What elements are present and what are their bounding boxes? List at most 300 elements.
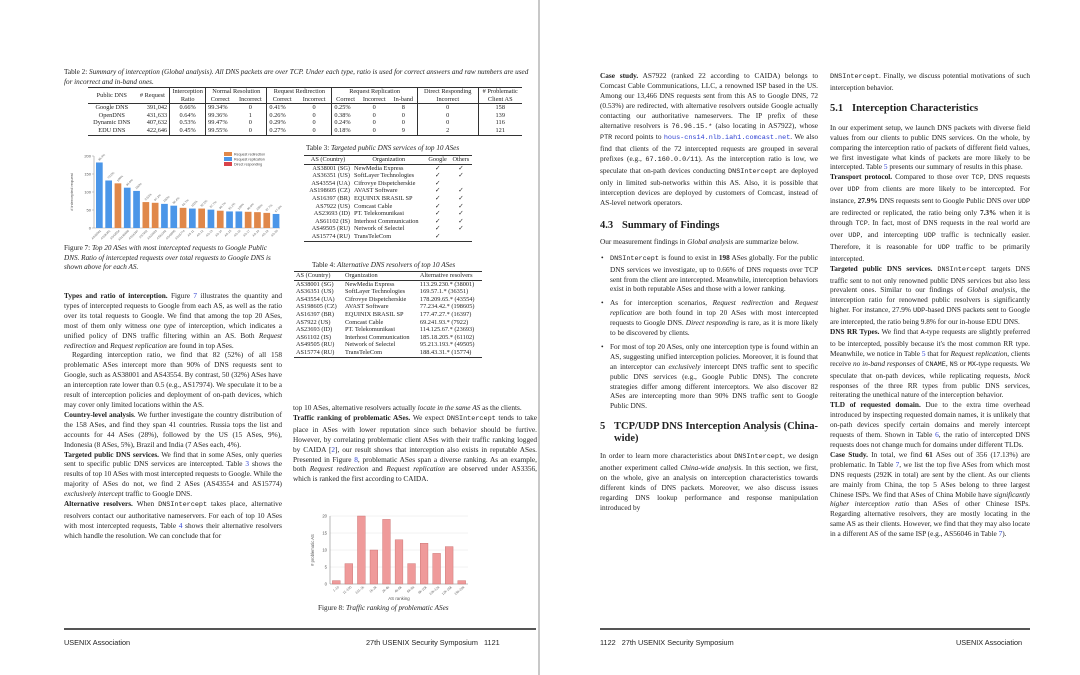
figure7-bar-chart [64, 146, 300, 246]
svg-text:AS15774: AS15774 [174, 228, 186, 241]
svg-text:96.8%: 96.8% [246, 202, 255, 212]
checkmark-icon: ✓ [458, 194, 464, 202]
table-row [294, 311, 482, 319]
table-cell: 0.53% [170, 119, 206, 127]
table-row [294, 280, 482, 288]
checkmark-icon: ✓ [434, 179, 441, 187]
svg-text:AS38001: AS38001 [90, 228, 103, 241]
table-cell: 99.34% [208, 104, 228, 112]
svg-text:AS-12: AS-12 [195, 228, 205, 238]
svg-text:96.4%: 96.4% [171, 196, 181, 205]
checkmark-icon: ✓ [434, 172, 441, 180]
bar [433, 553, 441, 584]
table-cell: 422,646 [136, 127, 170, 135]
bar-redirection [245, 212, 252, 228]
svg-text:AS23693: AS23693 [146, 228, 158, 241]
svg-text:Request redirection: Request redirection [234, 152, 266, 157]
para-types-of-interception: Types and ratio of interception. Figure 7 illustrates the quantity and types of intercepted requests to Google from each AS, as well as the ratio over its total requests to Google. We find that among the top 20 ASes, most of them only witness one type of interception, which indicates a unified policy of DNS traffic filtering within an AS. Both Request redirection and Request replication are found in top ASes. [64, 291, 283, 350]
table-cell: SoftLayer Technologies [354, 172, 415, 180]
table-row [294, 296, 482, 304]
right-column-1 [600, 71, 818, 513]
svg-text:AS-17: AS-17 [242, 228, 251, 238]
table-cell: AS23693 (ID) [313, 210, 350, 218]
svg-text:AS-14: AS-14 [214, 228, 223, 238]
svg-text:96.4%: 96.4% [97, 152, 107, 162]
finding-item-1: • DNSIntercept is found to exist in 198 ASes globally. For the public DNS services we investigate, up to 0.66% of DNS requests over TCP sent from the client are intercepted. Meanwhile, interception behaviors exist in both reputable ASes and those with a lower ranking. [600, 253, 818, 295]
table-cell: AS61102 (IS) [315, 217, 350, 225]
table-row [304, 187, 472, 195]
table-cell: AS198605 (CZ) [296, 303, 337, 311]
svg-text:AS-19: AS-19 [260, 228, 270, 238]
checkmark-icon: ✓ [458, 172, 464, 180]
table-cell: Cifrovye Dispetcherskie [354, 179, 416, 187]
table-cell: Interhost Communication [354, 217, 419, 225]
svg-text:12k-15k: 12k-15k [441, 585, 453, 597]
bar [370, 550, 378, 584]
svg-text:AS-18: AS-18 [251, 228, 261, 238]
table-cell: Comcast Cable [354, 202, 393, 210]
svg-text:10k-12k: 10k-12k [428, 585, 441, 597]
x-axis-label: AS ranking [388, 596, 410, 601]
table-cell: 69.241.93.* (7922) [419, 318, 469, 326]
svg-text:94.0%: 94.0% [125, 178, 134, 187]
table-cell: AS16397 (BR) [312, 194, 350, 202]
table-cell: 0.66% [170, 104, 206, 112]
svg-text:100%: 100% [115, 174, 125, 183]
table-row [294, 334, 482, 342]
section-4-3-heading: 4.3 Summary of Findings [600, 219, 720, 231]
table-cell: 99.47% [208, 119, 228, 127]
svg-text:50: 50 [86, 207, 91, 213]
bar [332, 581, 340, 584]
svg-text:AS-20: AS-20 [270, 228, 279, 238]
svg-text:AS198605: AS198605 [117, 228, 130, 242]
table-cell: 0 [297, 127, 332, 135]
table-cell: 0 [417, 112, 478, 120]
table-row [304, 210, 472, 218]
svg-text:70.0%: 70.0% [106, 170, 116, 180]
svg-text:200: 200 [84, 153, 91, 159]
table-row [304, 180, 472, 188]
svg-text:0: 0 [88, 225, 91, 231]
svg-text:8k-10k: 8k-10k [417, 585, 428, 595]
table-cell: AS15774 (RU) [311, 232, 350, 240]
table-cell: 0 [234, 104, 267, 112]
svg-text:AS-13: AS-13 [204, 228, 214, 238]
svg-text:11-100: 11-100 [341, 585, 353, 595]
svg-text:Request replication: Request replication [234, 157, 265, 162]
footer-rule-right [600, 628, 1030, 630]
table-cell: Network of Selectel [344, 341, 396, 349]
bar [458, 581, 466, 584]
para-transport-protocol: Transport protocol. Compared to those over TCP, DNS requests over UDP from clients are more likely to be intercepted. For instance, 27.9% DNS requests sent to Google Public DNS over UDP are redirected or replicated, the ratio being only 7.3% when it is through TCP. In fact, most of DNS requests in the real world are over UDP, and intercepting UDP traffic is technically easier. Therefore, it is reasonable for UDP traffic to be primarily intercepted. [830, 172, 1031, 263]
bar-replication [226, 211, 233, 228]
table-cell: 99.55% [208, 126, 228, 134]
bar [445, 547, 453, 584]
findings-list [600, 253, 818, 412]
table2-caption: Table 2: Summary of interception (Global analysis). All DNS packets are over TCP. Under each type, ratio is used for correct answers and raw numbers are used for incorrect and in-band ones. [64, 68, 529, 86]
bar-replication [236, 211, 243, 228]
section-5-heading: 5 TCP/UDP DNS Interception Analysis (China-wide) [600, 421, 818, 445]
table-cell: 77.234.42.* (198605) [419, 303, 475, 311]
table-row [304, 233, 472, 241]
para-country-level: Country-level analysis. We further investigate the country distribution of the 158 ASes, and find they span 41 countries. Russia tops the list and accounts for 44 ASes (28%), followed by the US (15 ASes, 9%), Indonesia (8 ASes, 5%), Brazil and India (7 ASes each, 4%). [64, 409, 282, 449]
table-cell: 0 [234, 119, 267, 127]
table-row [294, 319, 482, 327]
para-alternative-resolvers: Alternative resolvers. When DNSIntercept takes place, alternative resolvers contact our authoritative nameservers. For each of top 10 ASes with most intercepted requests, Table 4 shows their alternative resolvers which handle the resolution. We can conclude that for [64, 499, 282, 540]
table-row [304, 195, 472, 203]
table3-caption: Table 3: Targeted public DNS services of top 10 ASes [306, 144, 460, 152]
table-cell: AS16397 (BR) [296, 310, 334, 318]
svg-text:91.2%: 91.2% [227, 201, 237, 211]
svg-text:4k-6k: 4k-6k [393, 585, 403, 594]
table3-body [304, 164, 472, 241]
svg-text:92.5%: 92.5% [199, 198, 209, 208]
svg-text:AS61102: AS61102 [155, 228, 168, 241]
table-cell: Google DNS [95, 104, 129, 112]
para-dns-rr-types: DNS RR Types. We find that A-type requests are slightly preferred to be intercepted, possibly because it's the most common RR type. Meanwhile, we notice in Table 5 that for Request replication, clients receive no in-band responses of CNAME, NS or MX-type requests. We speculate that on-path devices, while replicating requests, block responses of the three RR types from public DNS services, reiterating the unethical nature of the interception behavior. [830, 327, 1031, 400]
svg-text:98.7%: 98.7% [218, 201, 227, 210]
table-cell: 0 [297, 119, 332, 127]
checkmark-icon: ✓ [434, 187, 441, 195]
footer-rule-left [64, 628, 536, 630]
checkmark-icon: ✓ [458, 210, 464, 218]
table-cell: 0 [372, 119, 376, 127]
table-cell: EQUINIX BRASIL SP [354, 194, 413, 202]
svg-text:AS16397: AS16397 [127, 228, 140, 241]
table-cell: PT. Telekomunikasi [344, 326, 395, 334]
left-column-1 [64, 291, 282, 541]
checkmark-icon: ✓ [434, 194, 441, 202]
bar [345, 564, 353, 584]
bar-redirection [198, 209, 205, 228]
para-section5-intro: In order to learn more characteristics about DNSIntercept, we design another experiment called China-wide analysis. In this section, we first, on the whole, give an analysis on interception characteristics towards different kinds of DNS packets. Moreover, we also discuss issues regarding DNS lookup performance and response manipulation introduced by [600, 451, 818, 512]
svg-text:100%: 100% [236, 202, 245, 211]
checkmark-icon: ✓ [458, 202, 464, 210]
table-row [88, 127, 522, 135]
table-cell: 0.27% [269, 126, 286, 134]
svg-text:0.53%: 0.53% [143, 192, 153, 202]
y-axis-label: # intercepted request [69, 173, 74, 211]
table-cell: 0.18% [334, 126, 351, 134]
table-row [88, 119, 522, 127]
bar-redirection [143, 202, 150, 228]
table-cell: 95.213.193.* (49505) [419, 341, 475, 349]
table-cell: TransTeleCom [354, 232, 392, 240]
table-cell: NewMedia Express [344, 280, 395, 288]
checkmark-icon: ✓ [458, 164, 464, 172]
table-cell: Dynamic DNS [93, 119, 131, 127]
y-axis-label: # problematic AS [310, 534, 315, 566]
svg-text:100%: 100% [255, 203, 264, 212]
table4-alternative-resolvers: AS (Country) Organization Alternative resolvers AS38001 (SG) NewMedia Express 113.29.230.* (38001) AS36351 (US) SoftLayer Technologies 169.57.1.* (36351) AS43554 (UA) Cifrovye Dispetcherskie 178.209.65.* (43554) AS198605 (CZ) AVAST Software 77.234.42.* (198605) AS16397 (BR) EQUINIX BRASIL SP 177.47.27.* (16397) AS7922 (US) Comcast Cable 69.241.93.* (7922) AS23693 (ID) PT. Telekomunikasi 114.125.67.* (23693) AS61102 (IS) Interhost Communication 185.18.205.* (61102) AS49505 (RU) Network of Selectel 95.213.193.* (49505) AS15774 (RU) TransTeleCom 188.43.31.* (15774) [294, 271, 482, 358]
table-cell: 185.18.205.* (61102) [419, 333, 475, 341]
svg-text:AS7922: AS7922 [138, 228, 149, 240]
table-cell: 0 [372, 111, 376, 119]
table2-interception-summary: Public DNS # Request Interception Ratio Normal Resolution Request Redirection Request Replication Direct Responding # Problematic Client AS Correct Incorrect Correct Incorrect Correct Incorrect In-band Incorrect Google DNS 391,042 0.66% 99.34% 0 0.41% 0 0.25% 0 8 0 158 OpenDNS 431,633 0.64% 99.36% 1 0.26% 0 0.38% 0 0 0 139 Dynamic DNS 407,632 0.53% 99.47% 0 0.29% 0 0.24% 0 0 0 116 EDU DNS 422,646 0.45% 99.55% 0 0.27% 0 0.18% 0 9 2 121 [88, 87, 522, 136]
table-cell: EDU DNS [98, 126, 126, 134]
checkmark-icon: ✓ [434, 225, 441, 233]
para-characteristics-intro: In our experiment setup, we launch DNS packets with diverse field values from our clients to public DNS services. On the whole, by comparing the interception ratio of packets of different field values, we first investigate what kinds of packets are more likely to be intercepted. Table 5 presents our summary of results in this phase. [830, 122, 1030, 172]
table-row [294, 303, 482, 311]
footer-right-page-number: 1122 27th USENIX Security Symposium [600, 638, 734, 647]
table-cell: 188.43.31.* (15774) [419, 348, 472, 356]
table-cell: 0.25% [334, 104, 351, 112]
svg-text:AS43554: AS43554 [109, 228, 121, 241]
bar-redirection [152, 203, 159, 228]
svg-text:6k-8k: 6k-8k [406, 585, 416, 594]
section-5-1-heading: 5.1 Interception Characteristics [830, 102, 979, 114]
svg-text:Direct responding: Direct responding [234, 162, 263, 167]
table-cell: AS23693 (ID) [296, 326, 333, 334]
table-cell: AS38001 (SG) [296, 280, 334, 288]
checkmark-icon: ✓ [434, 232, 441, 240]
finding-item-2: • As for interception scenarios, Request redirection and Request replication are both found in top 20 ASes with most intercepted requests to Google DNS. Direct responding is rare, as it is more likely to be discovered by clients. [600, 298, 818, 338]
table-row [294, 341, 482, 349]
svg-text:150: 150 [84, 171, 91, 177]
table-cell: 178.209.65.* (43554) [419, 295, 475, 303]
citation-2-link[interactable]: 2 [331, 444, 336, 454]
bar [420, 543, 428, 584]
svg-text:AS49505: AS49505 [164, 228, 177, 241]
bar-replication [170, 206, 177, 228]
table-cell: 0 [234, 127, 267, 135]
bar-redirection [263, 213, 270, 228]
table-cell: AS61102 (IS) [296, 333, 331, 341]
bar-replication [273, 214, 280, 228]
checkmark-icon: ✓ [434, 202, 441, 210]
bar-replication [208, 210, 215, 228]
table5-ref-link-2[interactable]: 5 [921, 348, 926, 358]
svg-text:97.2%: 97.2% [153, 193, 162, 203]
para-alt-continued: top 10 ASes, alternative resolvers actually locate in the same AS as the clients. [293, 403, 522, 412]
table6-ref-link[interactable]: 6 [935, 430, 939, 440]
bar-replication [96, 162, 103, 228]
table-cell: 0 [372, 104, 376, 112]
para-section5-continued: DNSIntercept. Finally, we discuss potential motivations of such interception behavior. [830, 71, 1030, 92]
para-tld: TLD of requested domain. Due to the extra time overhead introduced by inspecting requested domain names, it is unlikely that on-path devices specify certain domains and merely intercept requests of them. Shown in Table 6, the ratio of intercepted DNS requests does not change much for domains under different TLDs. [830, 400, 1030, 449]
table-cell: AS43554 (UA) [296, 295, 335, 303]
table-cell: 0 [297, 104, 332, 112]
table-row [304, 164, 472, 172]
figure8-caption: Figure 8: Traffic ranking of problematic ASes [318, 604, 449, 612]
svg-text:20: 20 [322, 513, 327, 519]
checkmark-icon: ✓ [434, 217, 441, 225]
table-cell: 1 [234, 112, 267, 120]
table-cell: 0 [297, 112, 332, 120]
table-row [304, 203, 472, 211]
checkmark-icon: ✓ [458, 225, 464, 233]
svg-text:97.7%: 97.7% [264, 203, 274, 213]
footer-left-page-number: 27th USENIX Security Symposium 1121 [366, 638, 500, 647]
ptr-hostname-link[interactable]: hous-cns14.nlb.iah1.comcast.net [663, 134, 791, 143]
figure7-ref-link[interactable]: 7 [193, 291, 197, 300]
bar [383, 519, 391, 584]
svg-text:10: 10 [322, 547, 327, 553]
table7-ref-link[interactable]: 7 [895, 459, 900, 469]
para-targeted-public-dns: Targeted public DNS services. DNSIntercept targets DNS traffic sent to not only renowned public DNS services but also less prevalent ones. Similar to our findings of Global analysis, the interception ratio for renowned public resolvers is significantly higher. For instance, 27.9% UDP-based DNS packets sent to Google are intercepted, the ratio being 9.8% for our in-house EDU DNS. [830, 263, 1031, 327]
table-cell: TransTeleCom [344, 348, 383, 356]
table-cell: 0.29% [269, 119, 286, 127]
bar-replication [189, 209, 196, 228]
bar-replication [133, 191, 140, 228]
svg-text:92.7%: 92.7% [180, 198, 190, 208]
table-cell: AS49505 (RU) [296, 341, 335, 349]
table-row [88, 104, 522, 112]
svg-text:100%: 100% [162, 194, 171, 204]
footer-left-association: USENIX Association [64, 638, 131, 647]
table-cell: 113.29.230.* (38001) [419, 280, 475, 288]
bar [357, 516, 365, 584]
svg-text:97.7%: 97.7% [208, 199, 218, 209]
checkmark-icon: ✓ [434, 210, 441, 218]
svg-text:2k-4k: 2k-4k [381, 585, 391, 594]
svg-text:1-10: 1-10 [332, 585, 340, 593]
table-cell: 8 [390, 104, 418, 112]
svg-text:101-1k: 101-1k [354, 585, 366, 595]
table4-ref-link[interactable]: 4 [178, 520, 183, 530]
bar-replication [105, 180, 112, 228]
bar [408, 564, 416, 584]
chart-legend [224, 152, 265, 166]
table7-ref-link-2[interactable]: 7 [998, 529, 1003, 539]
bar-redirection [217, 211, 224, 228]
table4-caption: Table 4: Alternative DNS resolvers of top 10 ASes [312, 261, 456, 269]
table-cell: 116 [495, 119, 505, 127]
table-cell: AS43554 (UA) [311, 179, 350, 187]
table-cell: 9 [390, 127, 418, 135]
figure7-caption: Figure 7: Top 20 ASes with most intercepted requests to Google Public DNS. Ratio of intercepted requests over total requests to Google DNS is shown above for each AS. [64, 244, 271, 272]
table-cell: Comcast Cable [344, 318, 384, 326]
table-cell: Cifrovye Dispetcherskie [344, 295, 407, 303]
svg-text:15k-20k: 15k-20k [453, 585, 466, 597]
table-row [304, 218, 472, 226]
page-1121 [0, 0, 538, 675]
table-cell: Interhost Communication [344, 333, 410, 341]
table-cell: 0.24% [334, 119, 351, 127]
table-cell: AS36351 (US) [312, 172, 350, 180]
figure8-bar-chart [308, 510, 472, 602]
table-cell: 0.64% [170, 112, 206, 120]
para-summary-intro: Our measurement findings in Global analysis are summarize below. [600, 236, 799, 246]
table-cell: AS7922 (US) [315, 202, 350, 210]
table-cell: AS38001 (SG) [312, 164, 350, 172]
table-cell: AS198605 (CZ) [309, 187, 350, 195]
table-cell: Network of Selectel [354, 225, 405, 233]
table2-body [88, 104, 522, 135]
table-cell: 169.57.1.* (36351) [419, 288, 469, 296]
table3-targeted-dns: AS (Country) Organization Google Others AS38001 (SG) NewMedia Express ✓ ✓ AS36351 (US) SoftLayer Technologies ✓ ✓ AS43554 (UA) Cifrovye Dispetcherskie ✓ AS198605 (CZ) AVAST Software ✓ ✓ AS16397 (BR) EQUINIX BRASIL SP ✓ ✓ AS7922 (US) Comcast Cable ✓ ✓ AS23693 (ID) PT. Telekomunikasi ✓ ✓ AS61102 (IS) Interhost Communication ✓ ✓ AS49505 (RU) Network of Selectel ✓ ✓ AS15774 (RU) TransTeleCom ✓ [304, 155, 472, 242]
svg-text:AS36351: AS36351 [99, 228, 112, 241]
bar [395, 540, 403, 584]
svg-text:87.5%: 87.5% [273, 204, 283, 214]
checkmark-icon [450, 180, 472, 188]
bar-redirection [115, 183, 122, 228]
table-cell: 407,632 [136, 119, 170, 127]
table-row [294, 288, 482, 296]
svg-text:1k-2k: 1k-2k [368, 585, 378, 594]
table-cell: PT. Telekomunikasi [354, 210, 405, 218]
para-interception-ratio: Regarding interception ratio, we find that 82 (52%) of all 158 problematic ASes intercept more than 90% of DNS requests sent to Google, such as AS38001 and AS43554. By contrast, 50 (32%) ASes have an interception rate lower than 0.5 (e.g., AS17974). We speculate it to be a result of interception policies and deployment of on-path devices, which may cover only limited locations within the AS. [64, 350, 282, 409]
table-cell: 2 [417, 127, 478, 135]
table-row [88, 112, 522, 120]
svg-text:AS-16: AS-16 [232, 228, 242, 238]
table-cell: 0 [390, 119, 418, 127]
svg-text:AS-15: AS-15 [223, 228, 233, 238]
svg-text:100%: 100% [190, 199, 199, 208]
table-row [304, 172, 472, 180]
table-cell: AS36351 (US) [296, 288, 334, 296]
checkmark-icon: ✓ [458, 217, 464, 225]
bar-redirection [254, 212, 261, 228]
table-cell: 391,042 [136, 104, 170, 112]
bar-redirection [180, 208, 187, 228]
table-cell: OpenDNS [98, 111, 125, 119]
checkmark-icon: ✓ [434, 164, 441, 172]
table-cell: 0.45% [170, 127, 206, 135]
footer-right-association: USENIX Association [956, 638, 1023, 647]
table-cell: 0 [417, 119, 478, 127]
table-cell: AS15774 (RU) [296, 348, 335, 356]
table-cell: 99.36% [208, 111, 228, 119]
right-column-2 [830, 71, 1030, 539]
left-column-2 [293, 403, 537, 484]
table-cell: 0.41% [269, 104, 286, 112]
table-cell: 0.26% [269, 111, 286, 119]
table-cell: 0.38% [334, 111, 351, 119]
table-cell: 158 [495, 104, 505, 112]
table-cell: SoftLayer Technologies [344, 288, 406, 296]
table-cell: 0 [417, 104, 478, 112]
page-1122 [540, 0, 1080, 675]
para-targeted-dns: Targeted public DNS services. We find that in some ASes, only queries sent to specific public DNS services are intercepted. Table 3 shows the results of top 10 ASes with most intercepted requests to Google. While the majority of ASes do not, we find 2 ASes (AS43554 and AS15774) exclusively intercept traffic to Google DNS. [64, 449, 282, 499]
table-cell: 431,633 [136, 112, 170, 120]
table-cell: AVAST Software [344, 303, 389, 311]
table-cell: AS49505 (RU) [311, 225, 350, 233]
finding-item-3: • For most of top 20 ASes, only one interception type is found within an AS, suggesting unified interception policies. Moreover, it is found that an interceptor can exclusively intercept DNS traffic sent to specific public DNS services (e.g., Google Public DNS). The concrete strategies differ among different interceptors. We also discover 82 ASes are intercepting more than 90% DNS traffic sent to Google Public DNS. [600, 342, 818, 411]
table4-body [294, 280, 482, 357]
table-cell: 114.125.67.* (23693) [419, 326, 475, 334]
bar-replication [124, 188, 131, 228]
table-cell: 139 [495, 111, 505, 119]
table-row [294, 349, 482, 357]
table-cell: 0 [390, 112, 418, 120]
svg-text:15: 15 [322, 530, 327, 536]
table5-ref-link[interactable]: 5 [883, 162, 888, 172]
para-case-study-comcast: Case study. AS7922 (ranked 22 according to CAIDA) belongs to Comcast Cable Communications, LLC, a renowned ISP based in the US. Among our 13,466 DNS requests sent from this AS to Google DNS, 72 (0.53%) are redirected, with alternative resolvers outside Google actually contacting our authoritative nameservers. The IP prefix of these alternative resolvers is 76.96.15.* (also locating in AS7922), whose PTR record points to hous-cns14.nlb.iah1.comcast.net. We also find that clients of the 72 intercepted requests are grouped in several prefixes (e.g., 67.160.0.0/11). As the interception ratio is low, we speculate that on-path devices conducting DNSIntercept are deployed only in limited sub-networks within this AS. Also, it is possible that interception devices are deployed by customers of Comcast, instead of AS-level network operators. [600, 71, 819, 207]
svg-text:100%: 100% [134, 181, 143, 191]
table-cell: NewMedia Express [354, 164, 404, 172]
para-case-study-china: Case Study. In total, we find 61 ASes out of 356 (17.13%) are problematic. In Table 7, we list the top five ASes from which most DNS requests (292K in total) are sent by the client. As our clients are mainly from China, the top 5 ASes belong to three largest Chinese ISPs. We find that ASes of China Mobile have significantly higher interception ratio than ASes of other Chinese ISPs. Regarding alternative resolvers, they are mostly locating in the same AS as their clients. However, we find that they may also locate in a different AS of the same ISP (e.g., AS56046 in Table 7). [830, 449, 1031, 539]
table-cell: EQUINIX BRASIL SP [344, 310, 404, 318]
table-row [294, 326, 482, 334]
checkmark-icon: ✓ [458, 187, 464, 195]
figure8-ref-link[interactable]: 8 [354, 454, 358, 464]
svg-text:0: 0 [324, 581, 327, 587]
para-traffic-ranking: Traffic ranking of problematic ASes. We expect DNSIntercept tends to take place in ASes with lower reputation since such behavior should be furtive. However, by correlating problematic client ASes with their traffic ranking logged by CAIDA [2], our result shows that interception also exists in reputable ASes. Presented in Figure 8, problematic ASes span a diverse ranking. As an example, both Request redirection and Request replication are observed under AS3356, which is ranked the first according to CAIDA. [293, 412, 538, 484]
table-cell: 177.47.27.* (16397) [419, 310, 472, 318]
svg-text:5: 5 [324, 564, 327, 570]
table-cell: 121 [495, 126, 505, 134]
svg-text:AS-11: AS-11 [186, 228, 196, 238]
table-cell: AS7922 (US) [296, 318, 331, 326]
table-cell: 0 [372, 126, 376, 134]
svg-text:100: 100 [84, 189, 91, 195]
table3-ref-link[interactable]: 3 [245, 459, 250, 469]
bar-replication [161, 204, 168, 228]
table-cell: AVAST Software [354, 187, 398, 195]
table-row [304, 225, 472, 233]
